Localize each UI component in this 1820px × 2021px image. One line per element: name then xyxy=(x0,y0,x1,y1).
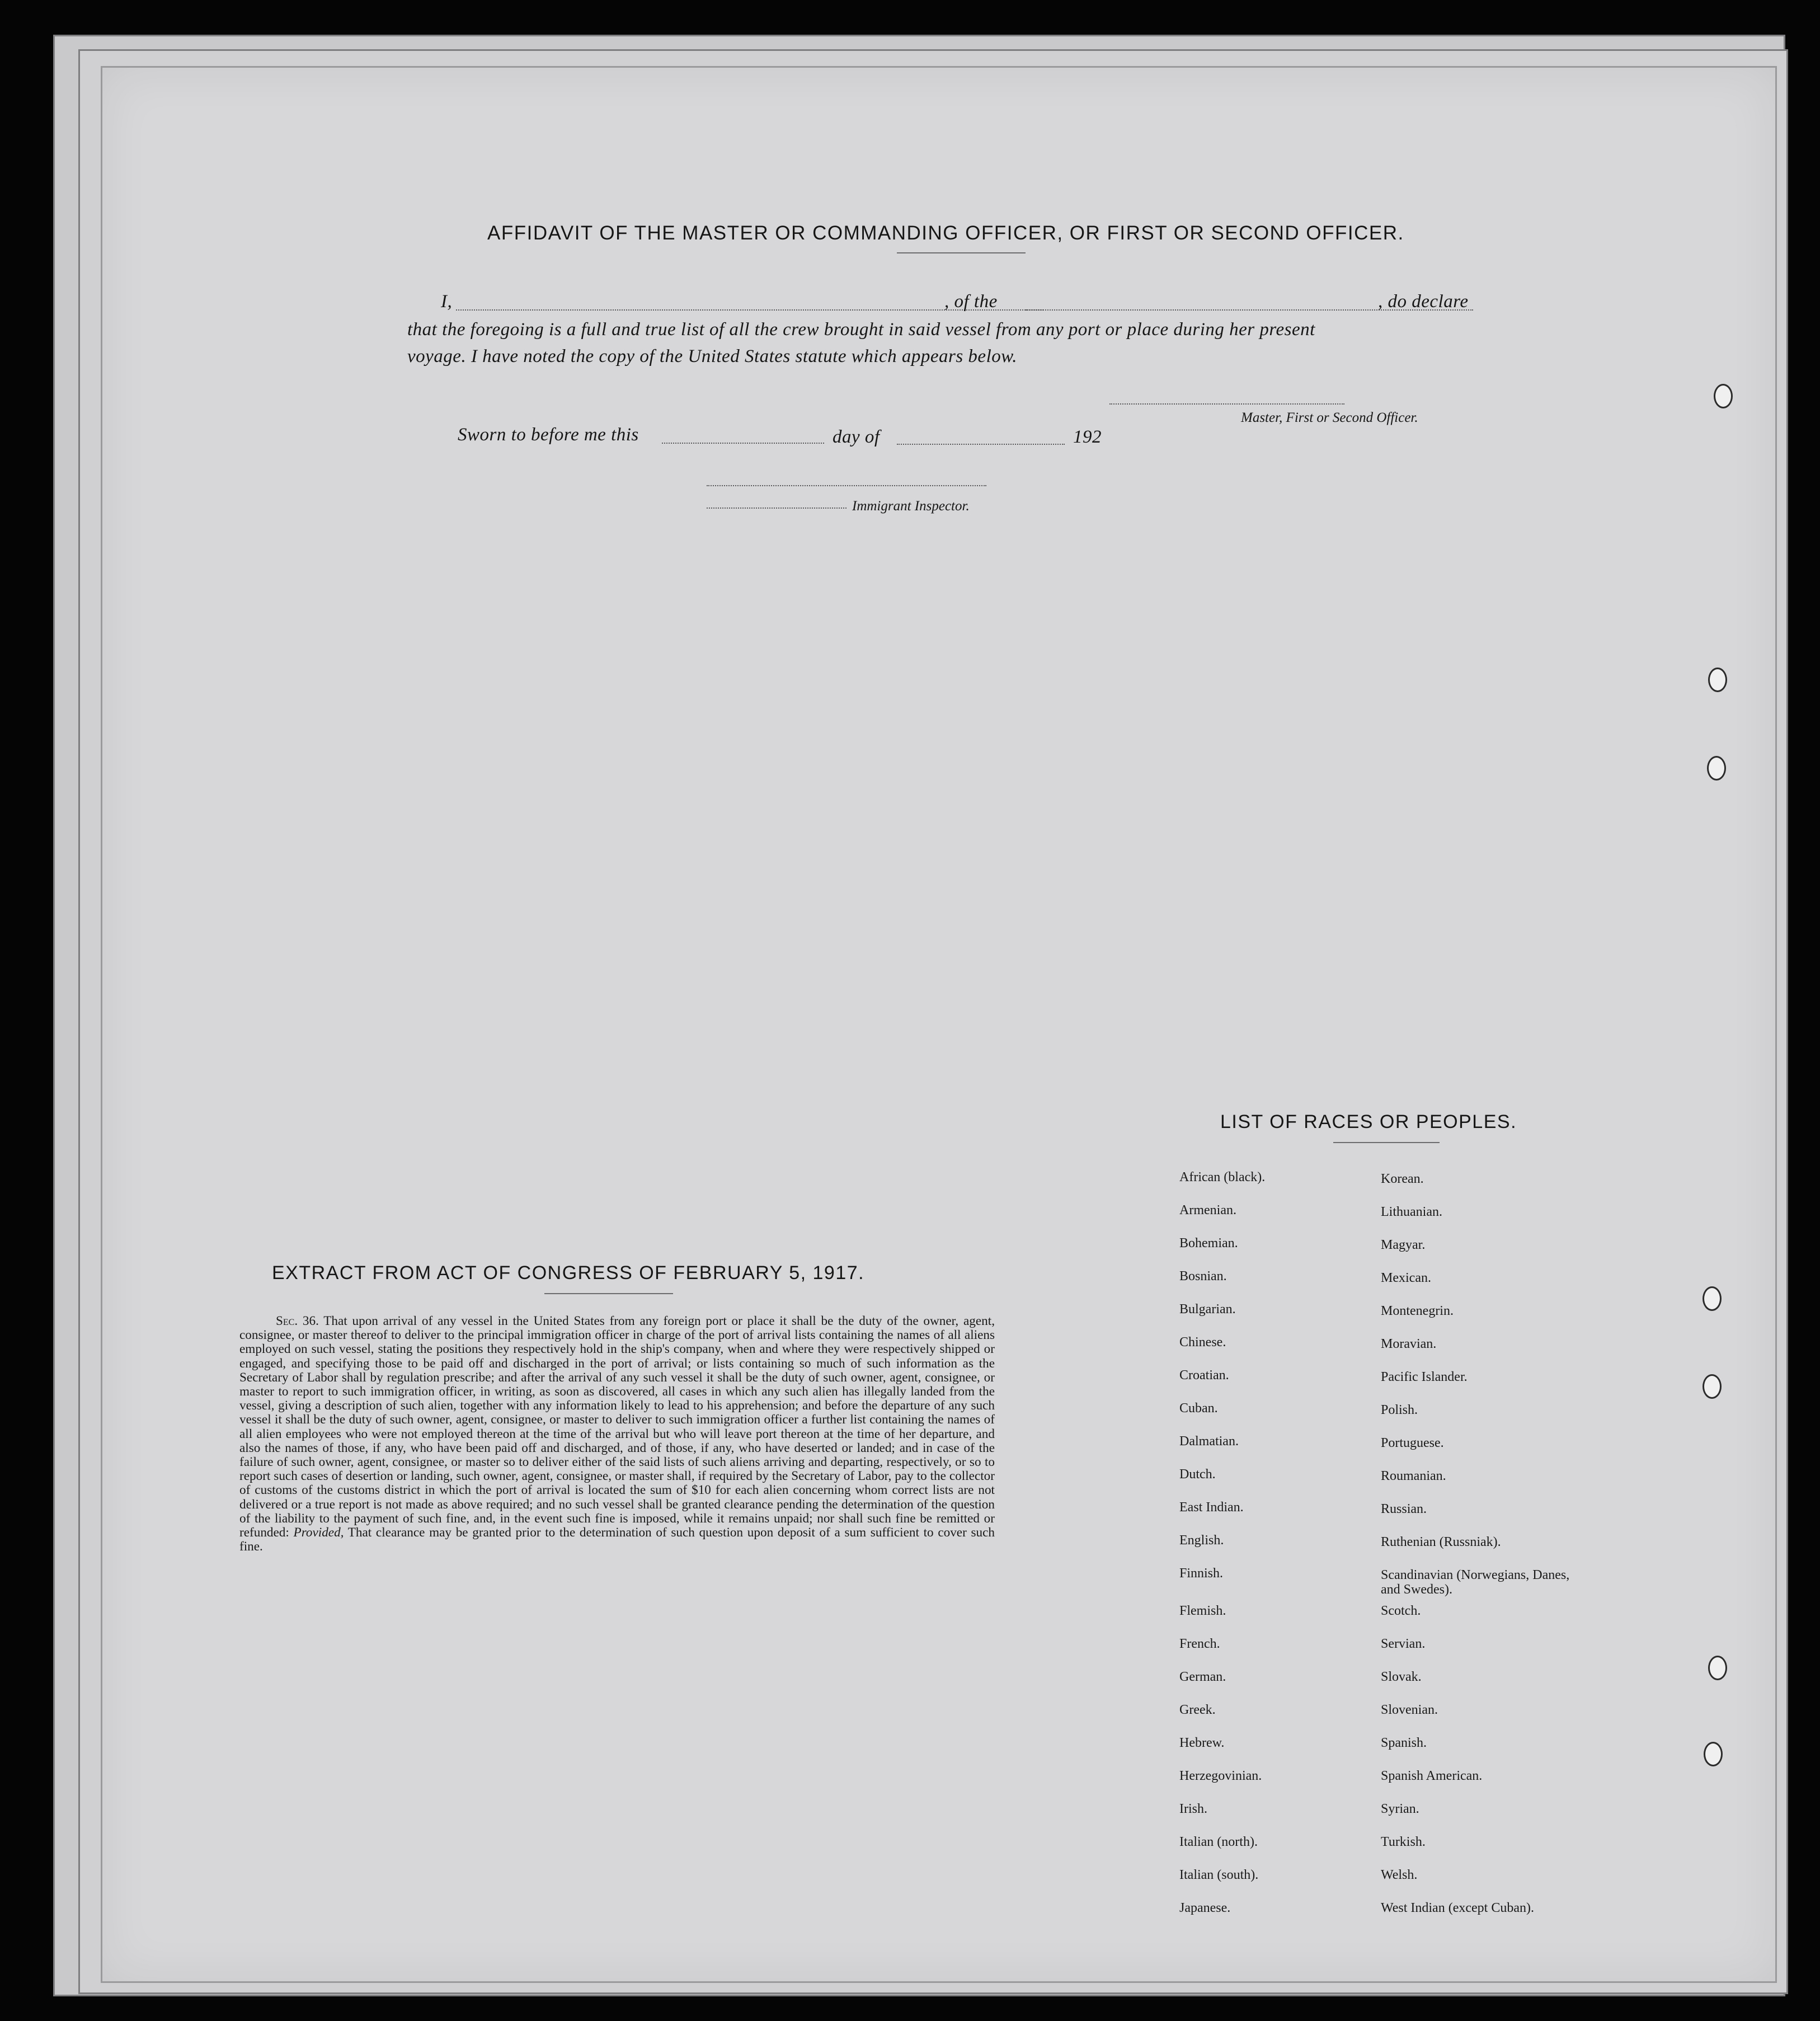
race-left-item: Greek. xyxy=(1179,1703,1216,1717)
race-left-item: Chinese. xyxy=(1179,1335,1226,1350)
race-left-item: Dalmatian. xyxy=(1179,1434,1239,1449)
race-left-item: Irish. xyxy=(1179,1802,1207,1816)
punch-hole xyxy=(1708,668,1727,692)
race-right-item: Magyar. xyxy=(1381,1238,1426,1252)
race-left-item: English. xyxy=(1179,1533,1224,1548)
extract-text: That upon arrival of any vessel in the United States from any foreign port or place it shall be the duty of the owner, agent, consignee, or master thereof to deliver to the principal immigration officer in charge of the port of arrival lists containing the names of all aliens employed on such vessel, stating the positions they respectively hold in the ship's company, when and where they were respectively shipped or engaged, and specifying those to be paid off and discharged in the port of arrival; or lists containing so much of such information as the Secretary of Labor shall by regulation prescribe; and after the arrival of any such vessel it shall be the duty of such owner, agent, consignee, or master to report to such immigration officer, in writing, as soon as discovered, all cases in which any such alien has illegally landed from the vessel, giving a description of such alien, together with any information likely to lead to his apprehension; and before the departure of any such vessel it shall be the duty of such owner, agent, consignee, or master to deliver to such immigration officer a further list containing the names of all alien employees who were not employed thereon at the time of the arrival but who will leave port thereon at the time of her departure, and also the names of those, if any, who have been paid off and discharged, and of those, if any, who have deserted or landed; and in case of the failure of such owner, agent, consignee, or master so to deliver either of the said lists of such aliens arriving and departing, respectively, or so to report such cases of desertion or landing, such owner, agent, consignee, or master shall, if required by the Secretary of Labor, pay to the collector of customs of the customs district in which the port of arrival is located the sum of $10 for each alien concerning whom correct lists are not delivered or a true report is not made as above required; and no such vessel shall be granted clearance pending the determination of the question of the liability to the payment of such fine, and, in the event such fine is imposed, while it remains unpaid; nor shall such fine be remitted or refunded: xyxy=(239,1314,995,1540)
affidavit-do-declare-label: , do declare xyxy=(1378,292,1469,312)
races-divider xyxy=(1333,1142,1440,1143)
race-right-item: Servian. xyxy=(1381,1637,1426,1651)
race-right-item: Scandinavian (Norwegians, Danes, and Swedes). xyxy=(1381,1568,1570,1597)
extract-title: EXTRACT FROM ACT OF CONGRESS OF FEBRUARY 5, 1917. xyxy=(272,1262,865,1284)
race-left-item: Hebrew. xyxy=(1179,1736,1225,1750)
race-right-item: Montenegrin. xyxy=(1381,1304,1454,1318)
extract-divider xyxy=(544,1293,673,1294)
inspector-label: Immigrant Inspector. xyxy=(852,499,970,514)
race-left-item: African (black). xyxy=(1179,1170,1266,1185)
race-left-item: Flemish. xyxy=(1179,1604,1226,1618)
race-right-item: Syrian. xyxy=(1381,1802,1419,1816)
race-left-item: Dutch. xyxy=(1179,1467,1216,1482)
inspector-signature-line[interactable] xyxy=(707,485,986,486)
race-left-item: Armenian. xyxy=(1179,1203,1236,1218)
extract-text-end: That clearance may be granted prior to the determination of such question upon deposit of a sum sufficient to cover such fine. xyxy=(239,1525,995,1554)
race-left-item: East Indian. xyxy=(1179,1500,1244,1515)
provided-label: Provided, xyxy=(293,1525,344,1540)
punch-hole xyxy=(1708,1656,1727,1680)
punch-hole xyxy=(1703,1286,1722,1311)
affidavit-of-the-label: , of the xyxy=(944,292,998,312)
race-left-item: Croatian. xyxy=(1179,1368,1229,1383)
race-right-item: Korean. xyxy=(1381,1172,1424,1186)
race-right-item: Polish. xyxy=(1381,1403,1418,1417)
affidavit-line-3: voyage. I have noted the copy of the United States statute which appears below. xyxy=(407,346,1018,366)
master-signature-label: Master, First or Second Officer. xyxy=(1241,410,1418,425)
race-left-item: Finnish. xyxy=(1179,1566,1224,1581)
race-left-item: Bohemian. xyxy=(1179,1236,1238,1251)
title-divider xyxy=(897,252,1026,253)
year-label: 192 xyxy=(1073,427,1102,447)
inspector-signature-line-short[interactable] xyxy=(707,507,846,509)
race-right-item: Scotch. xyxy=(1381,1604,1421,1618)
master-signature-line[interactable] xyxy=(1109,403,1344,405)
punch-hole xyxy=(1704,1742,1723,1766)
sec-label: Sec. 36. xyxy=(276,1314,319,1328)
sworn-day-blank[interactable] xyxy=(662,443,824,444)
extract-body xyxy=(239,1314,995,1554)
affidavit-title: AFFIDAVIT OF THE MASTER OR COMMANDING OFFICER, OR FIRST OR SECOND OFFICER. xyxy=(487,222,1404,244)
sworn-label: Sworn to before me this xyxy=(458,425,639,445)
race-left-item: Italian (south). xyxy=(1179,1868,1259,1882)
race-right-item: Turkish. xyxy=(1381,1835,1426,1849)
race-right-item: Lithuanian. xyxy=(1381,1205,1442,1219)
race-right-item: Moravian. xyxy=(1381,1337,1437,1351)
race-right-item: Ruthenian (Russniak). xyxy=(1381,1535,1501,1549)
punch-hole xyxy=(1707,756,1726,781)
race-right-item: Spanish. xyxy=(1381,1736,1427,1750)
day-of-label: day of xyxy=(833,427,880,447)
affidavit-line-2: that the foregoing is a full and true list of all the crew brought in said vessel from any port or place during her present xyxy=(407,319,1315,340)
sworn-month-blank[interactable] xyxy=(897,444,1065,445)
race-right-item: Mexican. xyxy=(1381,1271,1431,1285)
race-left-item: Italian (north). xyxy=(1179,1835,1258,1849)
race-left-item: Bosnian. xyxy=(1179,1269,1227,1284)
race-right-item: Spanish American. xyxy=(1381,1769,1483,1783)
race-left-item: Cuban. xyxy=(1179,1401,1218,1416)
races-title: LIST OF RACES OR PEOPLES. xyxy=(1220,1111,1517,1132)
race-right-item: Roumanian. xyxy=(1381,1469,1446,1483)
punch-hole xyxy=(1703,1374,1722,1399)
race-left-item: French. xyxy=(1179,1637,1220,1651)
race-right-item: Russian. xyxy=(1381,1502,1427,1516)
race-right-item: West Indian (except Cuban). xyxy=(1381,1901,1534,1915)
punch-hole xyxy=(1714,384,1733,408)
form-page xyxy=(101,66,1777,1983)
race-left-item: Herzegovinian. xyxy=(1179,1769,1262,1783)
race-left-item: German. xyxy=(1179,1670,1226,1684)
race-left-item: Japanese. xyxy=(1179,1901,1231,1915)
affidavit-i-label: I, xyxy=(441,292,453,312)
race-right-item: Slovak. xyxy=(1381,1670,1422,1684)
race-right-item: Portuguese. xyxy=(1381,1436,1444,1450)
race-right-item: Slovenian. xyxy=(1381,1703,1438,1717)
race-right-item: Pacific Islander. xyxy=(1381,1370,1468,1384)
race-left-item: Bulgarian. xyxy=(1179,1302,1236,1317)
race-right-item: Welsh. xyxy=(1381,1868,1418,1882)
